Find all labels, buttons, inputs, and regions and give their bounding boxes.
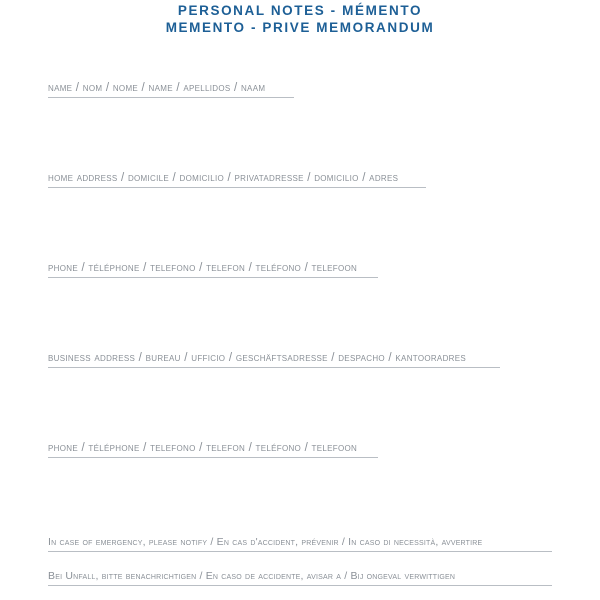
emergency-line-1-input[interactable] (48, 551, 552, 552)
field-business-address (48, 348, 552, 368)
emergency-line-2-input[interactable] (48, 585, 552, 586)
field-name-label: name / nom / nome / name / apellidos / naam (48, 82, 266, 94)
field-home-address-input[interactable] (48, 187, 426, 188)
field-home-address (48, 168, 552, 188)
field-home-address-label: home address / domicile / domicilio / privatadresse / domicilio / adres (48, 172, 399, 184)
field-business-address-label: business address / bureau / ufficio / geschäftsadresse / despacho / kantooradres (48, 352, 466, 364)
field-phone-home-label: phone / téléphone / telefono / telefon / teléfono / telefoon (48, 262, 358, 274)
title-line-2: MEMENTO - PRIVE MEMORANDUM (165, 20, 435, 35)
field-phone-home (48, 258, 552, 278)
page-title (0, 0, 600, 36)
form-fields (0, 78, 600, 586)
field-phone-business-label: phone / téléphone / telefono / telefon / teléfono / telefoon (48, 442, 358, 454)
field-phone-business-input[interactable] (48, 457, 378, 458)
field-business-address-input[interactable] (48, 367, 500, 368)
title-line-1: PERSONAL NOTES - MÉMENTO (177, 3, 423, 18)
emergency-contact-section (48, 536, 552, 586)
field-name (48, 78, 552, 98)
emergency-line-2-label: Bei Unfall, bitte benachrichtigen / En caso de accidente, avisar a / Bij ongeval verwittigen (48, 570, 456, 582)
field-phone-home-input[interactable] (48, 277, 378, 278)
field-name-input[interactable] (48, 97, 294, 98)
emergency-line-1-label: In case of emergency, please notify / En cas d'accident, prévenir / In caso di necessità, avvertire (48, 536, 483, 548)
field-phone-business (48, 438, 552, 458)
